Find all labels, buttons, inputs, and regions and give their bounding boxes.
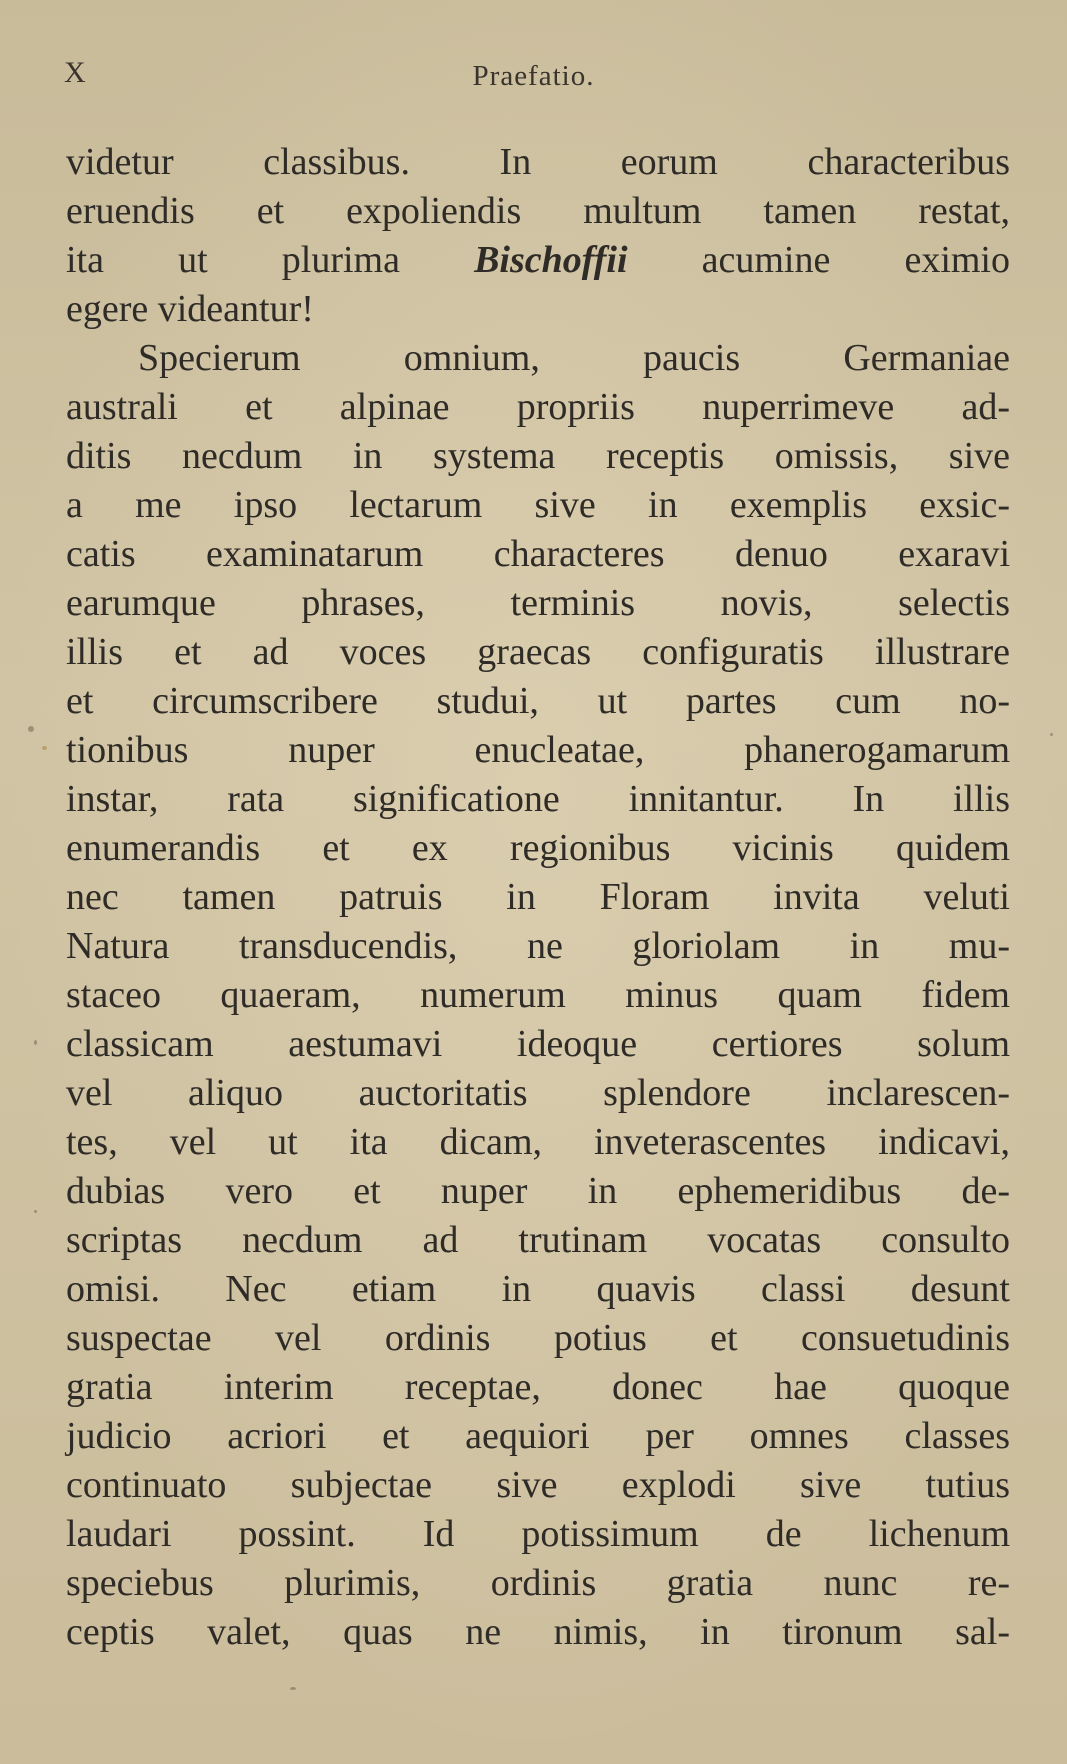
text-line: laudari possint. Id potissimum de lichenum (66, 1513, 1010, 1555)
paper-speck (28, 726, 34, 732)
text-line: dubias vero et nuper in ephemeridibus de- (66, 1170, 1010, 1212)
text-line: staceo quaeram, numerum minus quam fidem (66, 974, 1010, 1016)
paper-speck (34, 1040, 37, 1045)
text-line: gratia interim receptae, donec hae quoque (66, 1366, 1010, 1408)
text-line: eruendis et expoliendis multum tamen restat, (66, 190, 1010, 232)
paper-speck (290, 1687, 296, 1690)
text-line: earumque phrases, terminis novis, selectis (66, 582, 1010, 624)
text-line: catis examinatarum characteres denuo exaravi (66, 533, 1010, 575)
text-line: tionibus nuper enucleatae, phanerogamarum (66, 729, 1010, 771)
text-fragment: ita ut plurima (66, 239, 475, 281)
text-line: classicam aestumavi ideoque certiores solum (66, 1023, 1010, 1065)
text-line: egere videantur! (66, 288, 314, 330)
text-line: instar, rata significatione innitantur. In illis (66, 778, 1010, 820)
text-line: tes, vel ut ita dicam, inveterascentes indicavi, (66, 1121, 1010, 1163)
italic-name: Bischoffii (474, 239, 628, 281)
text-line: et circumscribere studui, ut partes cum no- (66, 680, 1010, 722)
text-line: continuato subjectae sive explodi sive tutius (66, 1464, 1010, 1506)
text-line: ditis necdum in systema receptis omissis, sive (66, 435, 1010, 477)
text-line: vel aliquo auctoritatis splendore inclarescen- (66, 1072, 1010, 1114)
paper-speck (42, 746, 47, 750)
text-line: ceptis valet, quas ne nimis, in tironum sal- (66, 1611, 1010, 1653)
text-fragment: acumine eximio (627, 239, 1010, 281)
text-line: a me ipso lectarum sive in exemplis exsic- (66, 484, 1010, 526)
running-title: Praefatio. (472, 60, 595, 92)
body-text (66, 138, 1010, 1657)
text-line: scriptas necdum ad trutinam vocatas consulto (66, 1219, 1010, 1261)
text-line: suspectae vel ordinis potius et consuetudinis (66, 1317, 1010, 1359)
text-line: australi et alpinae propriis nuperrimeve ad- (66, 386, 1010, 428)
page-number: X (64, 56, 87, 89)
text-line (66, 236, 1010, 285)
text-line: videtur classibus. In eorum characteribus (66, 141, 1010, 183)
text-line: omisi. Nec etiam in quavis classi desunt (66, 1268, 1010, 1310)
text-line: Natura transducendis, ne gloriolam in mu- (66, 925, 1010, 967)
text-line: nec tamen patruis in Floram invita veluti (66, 876, 1010, 918)
paper-speck (1050, 733, 1053, 736)
text-line: speciebus plurimis, ordinis gratia nunc re- (66, 1562, 1010, 1604)
text-line: judicio acriori et aequiori per omnes classes (66, 1415, 1010, 1457)
text-line: enumerandis et ex regionibus vicinis quidem (66, 827, 1010, 869)
text-line: illis et ad voces graecas configuratis illustrare (66, 631, 1010, 673)
paper-speck (34, 1210, 37, 1213)
paragraph-first-line: Specierum omnium, paucis Germaniae (138, 337, 1010, 379)
